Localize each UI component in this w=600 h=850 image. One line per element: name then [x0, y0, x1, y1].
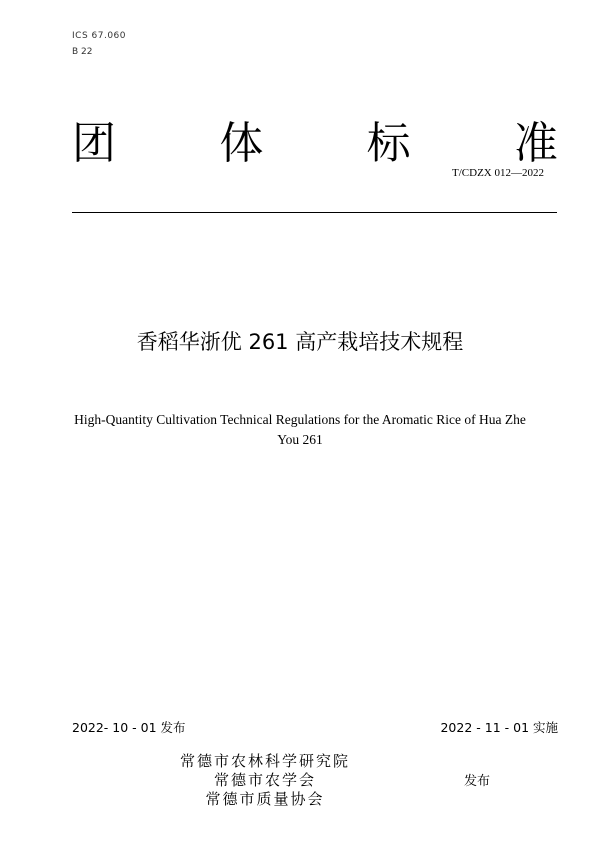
banner-char-4: 准 [513, 118, 558, 169]
ics-code: ICS 67.060 [72, 31, 127, 41]
issue-label: 发布 [464, 774, 491, 789]
standard-type-banner [72, 118, 558, 170]
implementation-date: 2022 - 11 - 01 实施 [440, 720, 558, 735]
issuer-1: 常德市农林科学研究院 [179, 752, 350, 770]
header-divider [72, 212, 557, 213]
issuing-organizations [140, 752, 390, 809]
publication-date: 2022- 10 - 01 发布 [72, 720, 186, 735]
banner-char-3: 标 [366, 118, 411, 169]
banner-char-1: 团 [72, 118, 116, 169]
banner-char-2: 体 [219, 118, 264, 169]
title-english [40, 410, 560, 450]
standard-number: T/CDZX 012—2022 [452, 167, 544, 179]
title-chinese: 香稻华浙优 261 高产栽培技术规程 [136, 330, 464, 354]
issuer-2: 常德市农学会 [213, 771, 316, 789]
issuer-3: 常德市质量协会 [205, 790, 325, 808]
title-english-line-1: High-Quantity Cultivation Technical Regulations for the Aromatic Rice of Hua Zhe [74, 412, 526, 427]
title-english-line-2: You 261 [277, 432, 323, 447]
ccs-code: B 22 [72, 47, 93, 57]
